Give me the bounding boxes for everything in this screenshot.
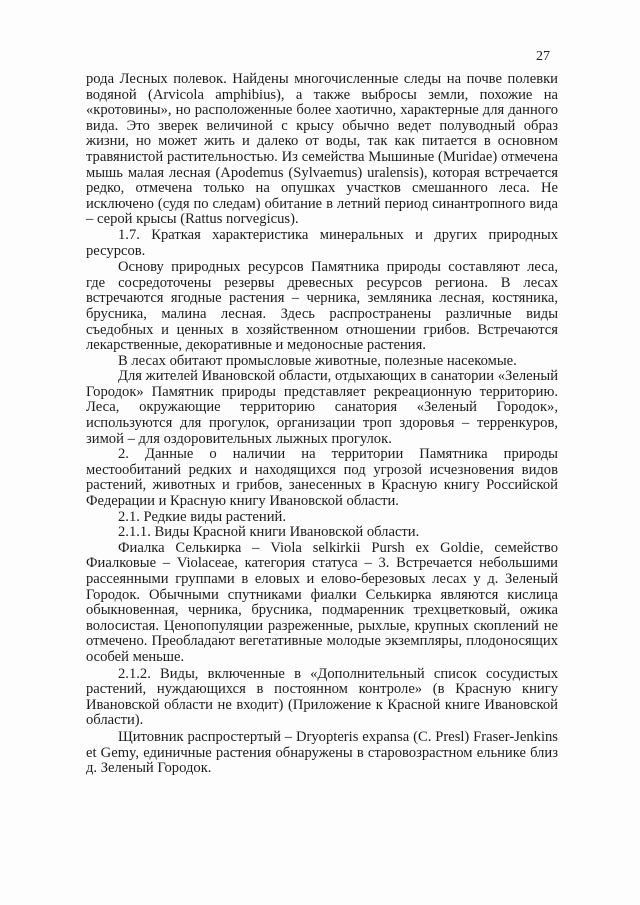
paragraph-forest-resources: Основу природных ресурсов Памятника природы составляют леса, где сосредоточены резервы древесных ресурсов региона. В лесах встречаются ягодные растения – черника, земляника лесная, костяника, брусника, малина лесная. Здесь распространены различные виды съедобных и ценных в хозяйственном отношении грибов. Встречаются лекарственные, декоративные и медоносные растения. <box>86 259 558 354</box>
paragraph-dryopteris-expansa: Щитовник распростертый – Dryopteris expansa (C. Presl) Fraser-Jenkins et Gemy, единичные растения обнаружены в старовозрастном ельнике близ д. Зеленый Городок. <box>86 728 558 777</box>
heading-red-book-habitats: 2. Данные о наличии на территории Памятника природы местообитаний редких и находящихся под угрозой исчезновения видов растений, животных и грибов, занесенных в Красную книгу Российской Федерации и Красную книгу Ивановской области. <box>86 446 558 510</box>
paragraph-recreation: Для жителей Ивановской области, отдыхающих в санатории «Зеленый Городок» Памятник природы представляет рекреационную территорию. Леса, окружающие территорию санатория «Зеленый Городок», используются для прогулок, организации троп здоровья – терренкуров, зимой – для оздоровительных лыжных прогулок. <box>86 368 558 447</box>
paragraph-vole-mice: рода Лесных полевок. Найдены многочисленные следы на почве полевки водяной (Arvicola amphibius), а также выбросы земли, похожие на «кротовины», но расположенные более хаотично, характерные для данного вида. Это зверек величиной с крысу обычно ведет полуводный образ жизни, но может жить и далеко от воды, так как питается в основном травянистой растительностью. Из семейства Мышиные (Muridae) отмечена мышь малая лесная (Apodemus (Sylvaemus) uralensis), которая встречается редко, отмечена только на опушках участков смешанного леса. Не исключено (судя по следам) обитание в летний период синантропного вида – серой крысы (Rattus norvegicus). <box>86 71 558 228</box>
heading-natural-resources: 1.7. Краткая характеристика минеральных и других природных ресурсов. <box>86 226 558 259</box>
paragraph-viola-selkirkii: Фиалка Селькирка – Viola selkirkii Pursh ex Goldie, семейство Фиалковые – Violaceae, категория статуса – 3. Встречается небольшими рассеянными группами в еловых и елово-березовых лесах у д. Зеленый Городок. Обычными спутниками фиалки Селькирка являются кислица обыкновенная, черника, брусника, подмаренник трехцветковый, ожика волосистая. Ценопопуляции разреженные, рыхлые, крупных скоплений не отмечено. Преобладают вегетативные молодые экземпляры, плодоносящих особей меньше. <box>86 539 558 665</box>
body-text <box>86 72 558 777</box>
paragraph-game-animals: В лесах обитают промысловые животные, полезные насекомые. <box>118 352 517 369</box>
heading-red-book-species: 2.1.1. Виды Красной книги Ивановской области. <box>118 524 420 541</box>
heading-additional-list: 2.1.2. Виды, включенные в «Дополнительный список сосудистых растений, нуждающихся в постоянном контроле» (в Красную книгу Ивановской области не входит) (Приложение к Красной книге Ивановской области). <box>86 665 558 729</box>
page-number: 27 <box>536 49 550 64</box>
heading-rare-plants: 2.1. Редкие виды растений. <box>118 508 286 525</box>
